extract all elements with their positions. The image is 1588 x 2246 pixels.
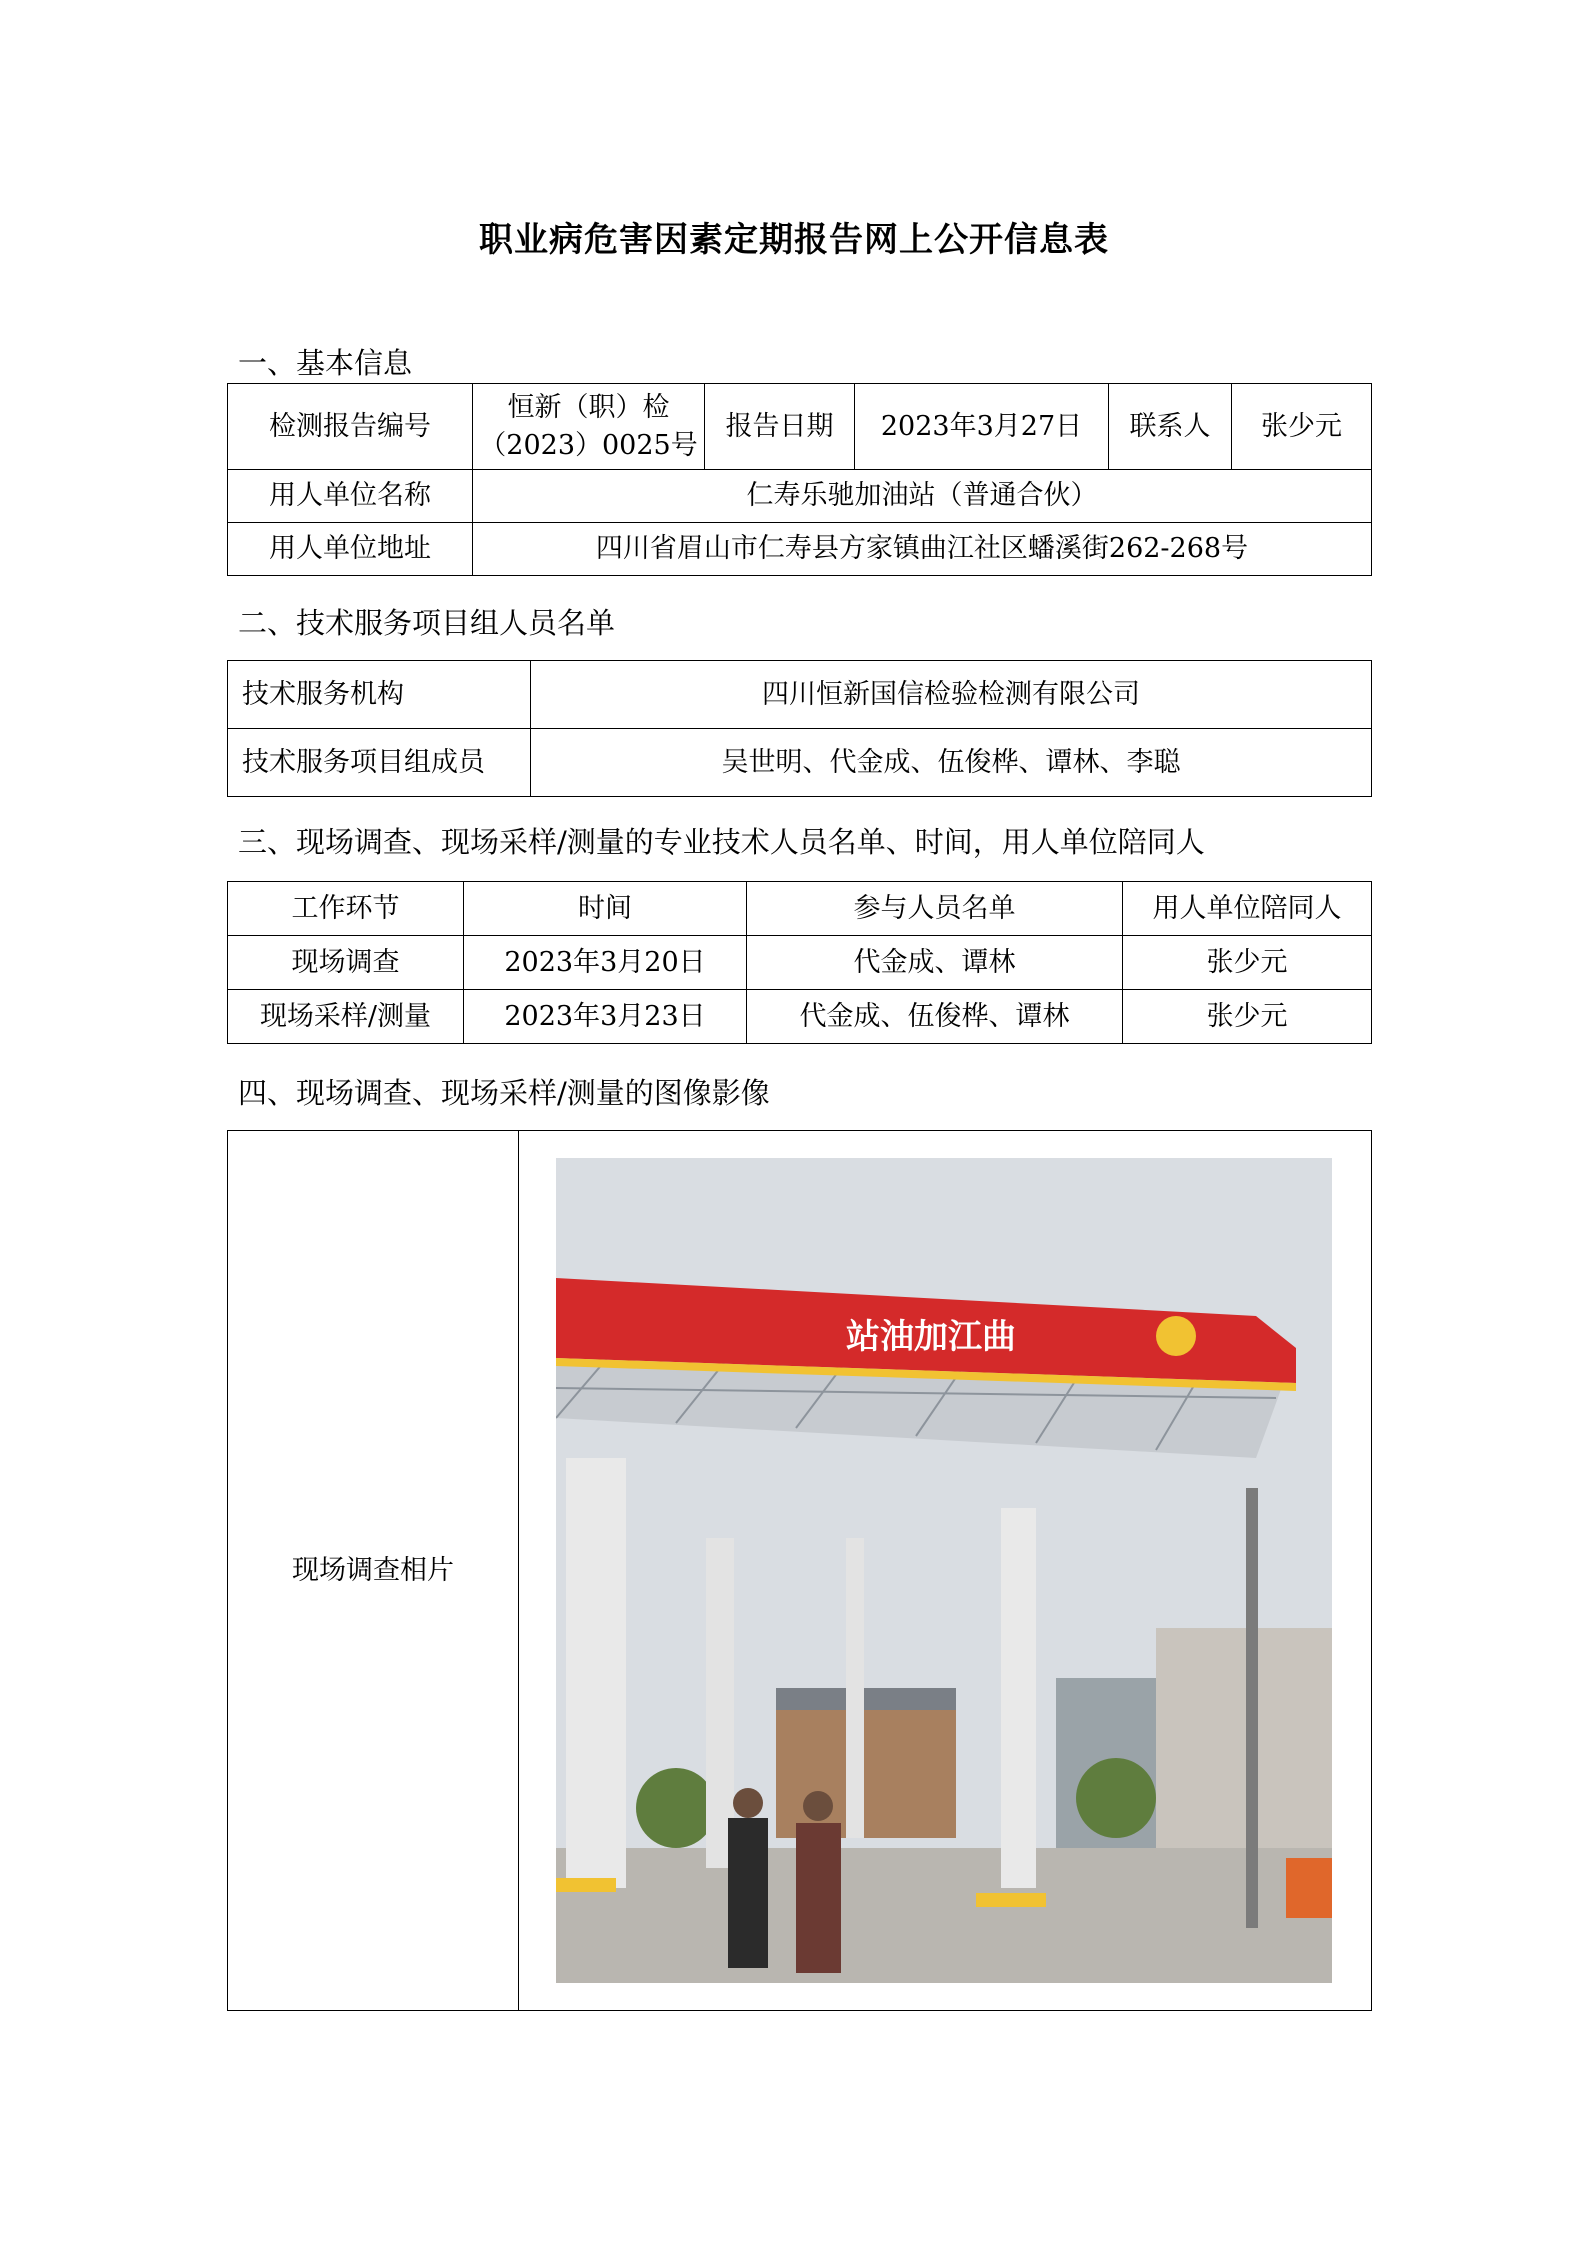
employer-address-value: 四川省眉山市仁寿县方家镇曲江社区蟠溪街262-268号 <box>473 523 1372 576</box>
report-no-value <box>473 384 705 470</box>
members-value: 吴世明、代金成、伍俊桦、谭林、李聪 <box>531 729 1372 797</box>
report-no-line1: 恒新（职）检 <box>507 391 670 423</box>
table-row <box>228 936 1372 990</box>
section-heading-field-staff: 三、现场调查、现场采样/测量的专业技术人员名单、时间，用人单位陪同人 <box>238 825 1205 859</box>
table-cell: 现场采样/测量 <box>228 990 464 1044</box>
section-heading-photos: 四、现场调查、现场采样/测量的图像影像 <box>238 1076 770 1110</box>
table-cell: 张少元 <box>1123 936 1372 990</box>
table-row <box>228 661 1372 729</box>
table-row <box>228 470 1372 523</box>
column-header: 工作环节 <box>228 882 464 936</box>
section-heading-team: 二、技术服务项目组人员名单 <box>238 606 616 640</box>
employer-name-value: 仁寿乐驰加油站（普通合伙） <box>473 470 1372 523</box>
org-value: 四川恒新国信检验检测有限公司 <box>531 661 1372 729</box>
table-row <box>228 384 1372 470</box>
report-no-label: 检测报告编号 <box>228 384 473 470</box>
field-staff-table <box>227 881 1372 1044</box>
table-row <box>228 1131 1372 2011</box>
report-date-value: 2023年3月27日 <box>855 384 1109 470</box>
table-cell: 代金成、谭林 <box>747 936 1123 990</box>
report-date-label: 报告日期 <box>705 384 855 470</box>
contact-label: 联系人 <box>1109 384 1232 470</box>
employer-name-label: 用人单位名称 <box>228 470 473 523</box>
photo-table <box>227 1130 1372 2011</box>
column-header: 用人单位陪同人 <box>1123 882 1372 936</box>
column-header: 时间 <box>464 882 747 936</box>
page-title: 职业病危害因素定期报告网上公开信息表 <box>479 220 1109 260</box>
column-header: 参与人员名单 <box>747 882 1123 936</box>
org-label: 技术服务机构 <box>228 661 531 729</box>
table-cell: 张少元 <box>1123 990 1372 1044</box>
basic-info-table <box>227 383 1372 576</box>
table-cell: 代金成、伍俊桦、谭林 <box>747 990 1123 1044</box>
members-label: 技术服务项目组成员 <box>228 729 531 797</box>
gas-station-photo-illustration <box>556 1158 1332 1983</box>
employer-address-label: 用人单位地址 <box>228 523 473 576</box>
gas-station-photo <box>556 1158 1332 1983</box>
table-cell: 2023年3月23日 <box>464 990 747 1044</box>
section-heading-basic-info: 一、基本信息 <box>238 346 413 380</box>
table-header-row <box>228 882 1372 936</box>
canopy-sign-text: 站油加江曲 <box>846 1317 1016 1357</box>
report-no-line2: （2023）0025号 <box>479 429 698 461</box>
table-cell: 2023年3月20日 <box>464 936 747 990</box>
table-cell: 现场调查 <box>228 936 464 990</box>
table-row <box>228 990 1372 1044</box>
contact-value: 张少元 <box>1232 384 1372 470</box>
table-row <box>228 729 1372 797</box>
photo-cell <box>519 1131 1372 2011</box>
team-table <box>227 660 1372 797</box>
photo-label: 现场调查相片 <box>228 1131 519 2011</box>
station-logo-icon <box>1156 1316 1196 1356</box>
table-row <box>228 523 1372 576</box>
